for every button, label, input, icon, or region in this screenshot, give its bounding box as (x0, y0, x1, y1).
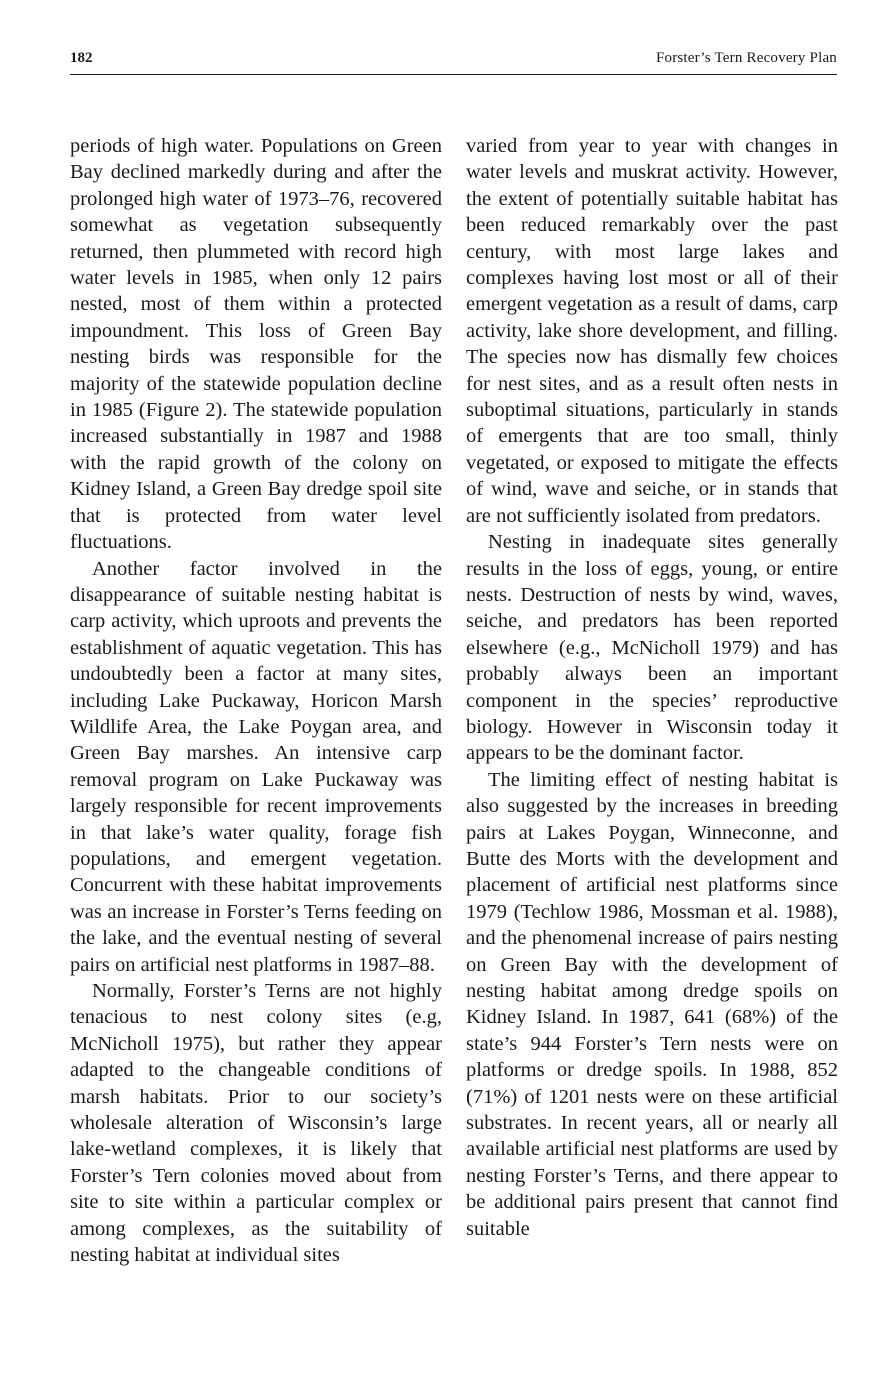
left-column (70, 133, 442, 1268)
running-title: Forster’s Tern Recovery Plan (655, 50, 837, 66)
paragraph: periods of high water. Populations on Green Bay declined markedly during and after the prolonged high water of 1973–76, recovered somewhat as vegetation subsequently returned, then plummeted with record high water levels in 1985, when only 12 pairs nested, most of them within a protected impoundment. This loss of Green Bay nesting birds was responsible for the majority of the statewide population decline in 1985 (Figure 2). The statewide population increased substantially in 1987 and 1988 with the rapid growth of the colony on Kidney Island, a Green Bay dredge spoil site that is protected from water level fluctuations. (70, 135, 442, 554)
paragraph: The limiting effect of nesting habitat is also suggested by the increases in breeding pairs at Lakes Poygan, Winneconne, and Butte des Morts with the development and placement of artificial nest platforms since 1979 (Techlow 1986, Mossman et al. 1988), and the phenomenal increase of pairs nesting on Green Bay with the development of nesting habitat among dredge spoils on Kidney Island. In 1987, 641 (68%) of the state’s 944 Forster’s Tern nests were on platforms or dredge spoils. In 1988, 852 (71%) of 1201 nests were on these artificial substrates. In recent years, all or nearly all available artificial nest platforms are used by nesting Forster’s Terns, and there appear to be additional pairs present that cannot find suitable (466, 768, 838, 1240)
right-column (466, 133, 838, 1242)
paragraph: Another factor involved in the disappearance of suitable nesting habitat is carp activity, which uproots and prevents the establishment of aquatic vegetation. This has undoubtedly been a factor at many sites, including Lake Puckaway, Horicon Marsh Wildlife Area, the Lake Poygan area, and Green Bay marshes. An intensive carp removal program on Lake Puckaway was largely responsible for recent improvements in that lake’s water quality, forage fish populations, and emergent vegetation. Concurrent with these habitat improvements was an increase in Forster’s Terns feeding on the lake, and the eventual nesting of several pairs on artificial nest platforms in 1987–88. (70, 557, 442, 976)
paragraph: Normally, Forster’s Terns are not highly tenacious to nest colony sites (e.g, McNicholl 1975), but rather they appear adapted to the changeable conditions of marsh habitats. Prior to our society’s wholesale alteration of Wisconsin’s large lake-wetland complexes, it is likely that Forster’s Tern colonies moved about from site to site within a particular complex or among complexes, as the suitability of nesting habitat at individual sites (70, 980, 442, 1267)
paragraph: Nesting in inadequate sites generally results in the loss of eggs, young, or entire nests. Destruction of nests by wind, waves, seiche, and predators has been reported elsewhere (e.g., McNicholl 1979) and has probably always been an important component in the species’ reproductive biology. However in Wisconsin today it appears to be the dominant factor. (466, 531, 838, 765)
page-number: 182 (70, 50, 93, 66)
running-header (70, 48, 837, 75)
paragraph: varied from year to year with changes in water levels and muskrat activity. However, the extent of potentially suitable habitat has been reduced remarkably over the past century, with most large lakes and complexes having lost most or all of their emergent vegetation as a result of dams, carp activity, lake shore development, and filling. The species now has dismally few choices for nest sites, and as a result often nests in suboptimal situations, particularly in stands of emergents that are too small, thinly vegetated, or exposed to mitigate the effects of wind, wave and seiche, or in stands that are not sufficiently isolated from predators. (466, 135, 838, 527)
